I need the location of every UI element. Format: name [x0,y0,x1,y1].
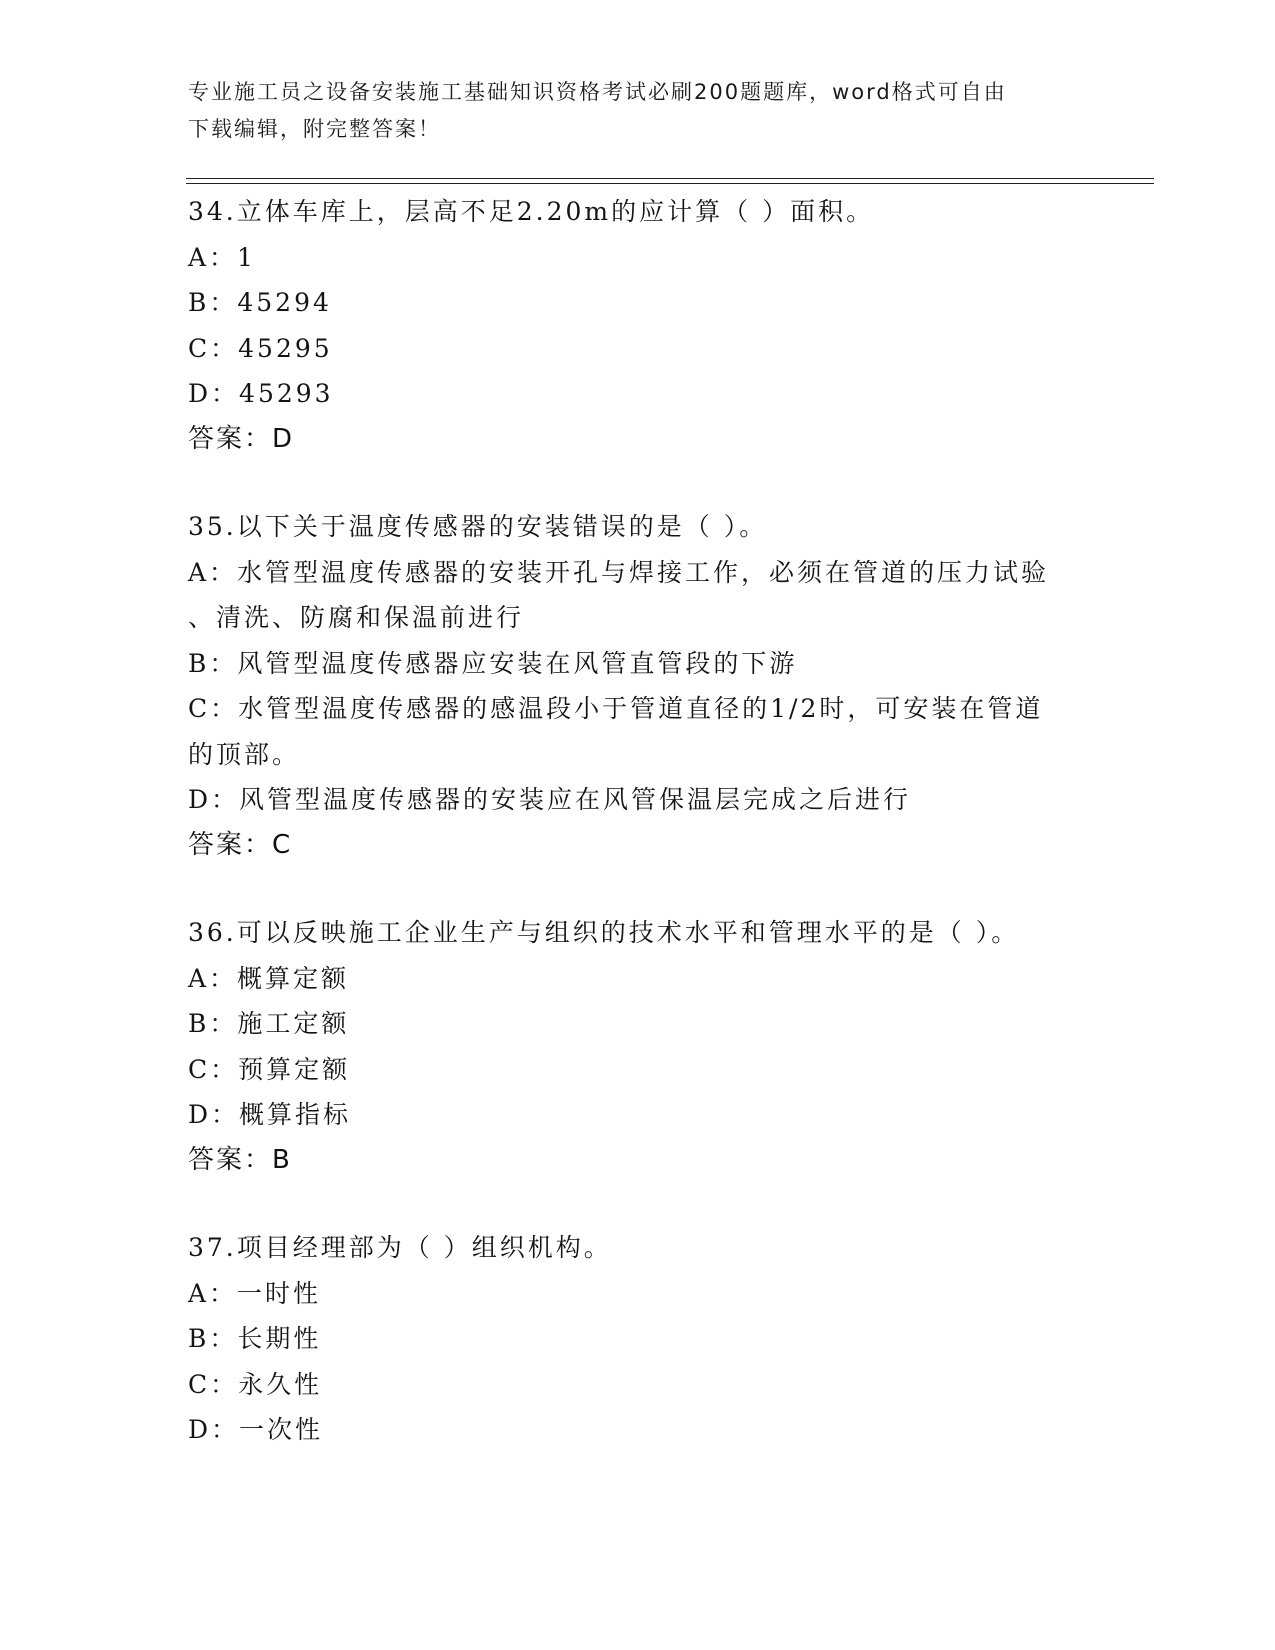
option-b: B：风管型温度传感器应安装在风管直管段的下游 [188,648,798,678]
question-37 [188,1225,1088,1453]
question-stem: 34.立体车库上，层高不足2.20m的应计算（ ）面积。 [188,197,875,226]
option-c: C：预算定额 [188,1054,351,1084]
option-d: D：一次性 [188,1415,324,1444]
question-list [188,189,1088,1495]
question-stem: 35.以下关于温度传感器的安装错误的是（ ）。 [188,512,768,541]
question-36 [188,910,1088,1183]
header-title-line-1: 专业施工员之设备安装施工基础知识资格考试必刷200题题库，word格式可自由 [188,80,1007,104]
option-d: D：45293 [188,379,334,408]
option-a: A：1 [188,242,256,272]
option-b: B：45294 [188,288,332,317]
answer-line: 答案：C [188,829,293,860]
header-divider [186,178,1154,184]
question-stem: 36.可以反映施工企业生产与组织的技术水平和管理水平的是（ ）。 [188,918,1020,947]
question-35 [188,504,1088,868]
header-title-line-2: 下载编辑，附完整答案！ [188,117,441,141]
answer-line: 答案：B [188,1144,292,1175]
option-a: A：水管型温度传感器的安装开孔与焊接工作，必须在管道的压力试验 [188,557,1050,587]
option-b: B：施工定额 [188,1009,350,1038]
answer-line: 答案：D [188,423,295,454]
document-header [188,74,1068,148]
option-b: B：长期性 [188,1324,322,1353]
question-34 [188,189,1088,462]
option-a: A：概算定额 [188,963,350,993]
option-a-continued: 、清洗、防腐和保温前进行 [188,603,525,632]
option-d: D：风管型温度传感器的安装应在风管保温层完成之后进行 [188,785,912,814]
question-stem: 37.项目经理部为（ ）组织机构。 [188,1233,612,1262]
option-c: C：永久性 [188,1369,323,1399]
option-a: A：一时性 [188,1278,322,1308]
option-c-continued: 的顶部。 [188,739,301,769]
option-c: C：水管型温度传感器的感温段小于管道直径的1/2时，可安装在管道 [188,694,1044,723]
option-d: D：概算指标 [188,1100,352,1129]
option-c: C：45295 [188,333,333,363]
